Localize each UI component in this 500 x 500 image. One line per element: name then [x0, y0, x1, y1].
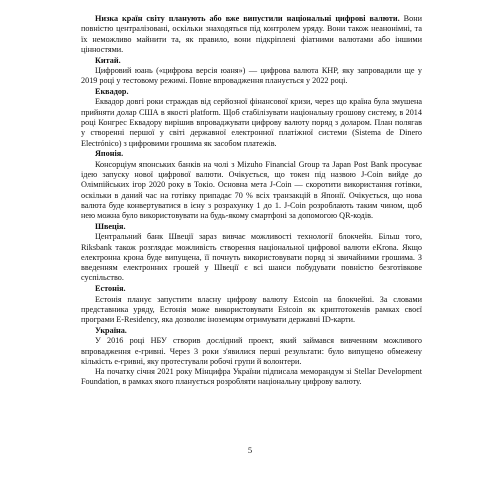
- section-heading: Швеція.: [95, 221, 126, 231]
- section-heading: Естонія.: [95, 284, 126, 294]
- intro-paragraph: [81, 14, 422, 55]
- section-paragraph: Цифровий юань («цифрова версія юаня») — цифрова валюта КНР, яку запровадили ще у 2019 році у тестовому режимі. Повне впровадження планується у 2022 році.: [81, 65, 422, 86]
- section-heading: Японія.: [95, 149, 124, 159]
- page-number: 5: [247, 445, 253, 455]
- intro-bold-lead: Низка країн світу планують або вже випустили національні цифрові валюти.: [95, 14, 400, 23]
- section-paragraph: У 2016 році НБУ створив дослідний проект, який займався вивченням можливого впровадження е-гривні. Через 3 роки з'явилися перші результати: було випущено обмежену кількість е-гривні, яку протестували робочі групи й волонтери.: [81, 336, 422, 366]
- intro-rest: Вони повністю централізовані, оскільки знаходяться під контролем уряду. Вони також неанонімні, та їх неможливо майнити та, як правило, вони підкріплені фіатними валютами або іншими цінностями.: [81, 14, 422, 54]
- section-paragraph: Естонія планує запустити власну цифрову валюту Estcoin на блокчейні. За словами представника уряду, Естонія може використовувати Estcoin як криптотокенів рамках своєї програми E-Residency, яка дозволяє іноземцям отримувати державні ID-карти.: [81, 294, 422, 325]
- section-paragraph: Центральний банк Швеції зараз вивчає можливості технології блокчейн. Більш того, Riksbank також розглядає можливість створення національної цифрової валюти eKrona. Якщо електронна крона буде випущена, її почнуть використовувати поряд зі звичайними грошима. З введенням електронних грошей у Швеції є всі шанси побудувати повністю безготівкове суспільство.: [81, 232, 422, 283]
- section-heading: Україна.: [95, 325, 127, 335]
- section-heading: Еквадор.: [95, 87, 129, 97]
- section-heading: Китай.: [95, 55, 121, 65]
- section-paragraph: Консорціум японських банків на чолі з Mizuho Financial Group та Japan Post Bank просуває ідею запуску нової цифрової валюти. Очікується, що токен під назвою J-Coin вийде до Олімпійських ігор 2020 року в Токіо. Основна мета J-Coin — скоротити використання готівки, оскільки в даний час на готівку припадає 70 % всіх транзакцій в Японії. Очікується, що нова валюта буде конвертуватися в ієну з розрахунку 1 до 1. J-Coin розроблають таким чином, щоб нею можна було використовувати на будь-якому смартфоні за допомогою QR-кодів.: [81, 159, 422, 221]
- section-paragraph: На початку січня 2021 року Мінцифра України підписала меморандум зі Stellar Development Foundation, в рамках якого планується розробляти національну цифрову валюту.: [81, 367, 422, 387]
- section-paragraph: Еквадор довгі роки страждав від серйозної фінансової кризи, через що країна була змушена прийняти долар США в якості platform. Щоб стабілізувати національну грошову систему, в 2014 році Конгрес Еквадору вирішив впроваджувати цифрову валюту поряд з доларом. План полягав у створенні першої у світі державної електронної платіжної системи (Sistema de Dinero Electrónico) з цифровими грошима як засобом платежів.: [81, 97, 422, 148]
- document-content: [81, 14, 422, 388]
